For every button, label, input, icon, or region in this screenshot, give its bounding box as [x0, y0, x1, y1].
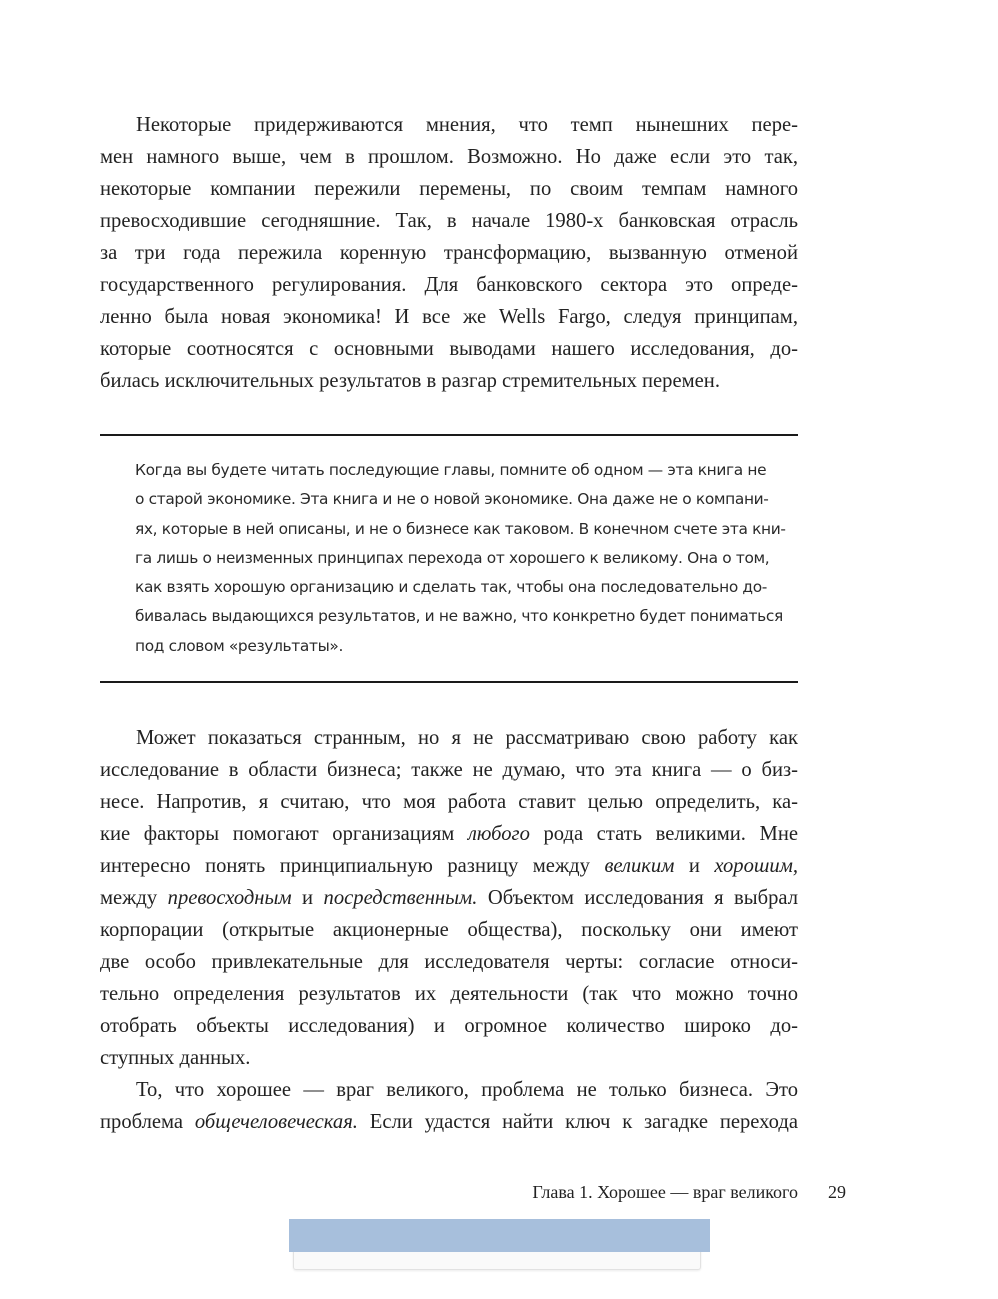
text-line — [100, 818, 798, 850]
text-run: Объектом исследования я выбрал — [477, 887, 798, 909]
text-line: две особо привлекательные для исследователя черты: согласие относи- — [100, 951, 798, 973]
paragraph-research-scope — [100, 722, 798, 1138]
text-run: Если удастся найти ключ к загадке перехода — [357, 1111, 798, 1133]
italic-run: любого — [467, 823, 530, 845]
text-run: между — [100, 887, 168, 909]
text-line: То, что хорошее — враг великого, проблема не только бизнеса. Это — [136, 1079, 798, 1101]
italic-run: великим — [604, 855, 675, 877]
text-line: Некоторые придерживаются мнения, что темп нынешних пере- — [136, 114, 798, 136]
text-run: и — [674, 855, 715, 877]
text-line: мен намного выше, чем в прошлом. Возможно. Но даже если это так, — [100, 146, 798, 168]
text-line: которые соотносятся с основными выводами нашего исследования, до- — [100, 338, 798, 360]
text-line: превосходившие сегодняшние. Так, в начале 1980-х банковская отрасль — [100, 210, 798, 232]
text-line: тельно определения результатов их деятельности (так что можно точно — [100, 983, 798, 1005]
callout-line: га лишь о неизменных принципах перехода от хорошего к великому. Она о том, — [135, 548, 770, 567]
text-run: рода стать великими. Мне — [529, 823, 798, 845]
text-line — [100, 850, 798, 882]
italic-run: посредственным. — [323, 887, 478, 909]
running-footer-chapter: Глава 1. Хорошее — враг великого — [532, 1182, 798, 1202]
text-line: ступных данных. — [100, 1047, 251, 1069]
italic-run: общечеловеческая. — [194, 1111, 358, 1133]
page-number: 29 — [828, 1182, 846, 1202]
text-line: за три года пережила коренную трансформацию, вызванную отменой — [100, 242, 798, 264]
text-run: интересно понять принципиальную разницу между — [100, 855, 605, 877]
callout-line: Когда вы будете читать последующие главы, помните об одном — эта книга не — [135, 461, 767, 479]
text-line: несе. Напротив, я считаю, что моя работа ставит целью определить, ка- — [100, 791, 798, 813]
text-line — [100, 1106, 798, 1138]
text-line: билась исключительных результатов в разгар стремительных перемен. — [100, 370, 720, 392]
text-line: исследование в области бизнеса; также не думаю, что эта книга — о биз- — [100, 759, 798, 781]
text-line: Может показаться странным, но я не рассматриваю свою работу как — [136, 727, 798, 749]
text-run: кие факторы помогают организациям — [100, 823, 468, 845]
callout-line: о старой экономике. Эта книга и не о новой экономике. Она даже не о компани- — [135, 490, 769, 509]
callout-box — [135, 456, 786, 661]
paragraph-bank-example — [100, 109, 798, 397]
callout-top-rule — [100, 434, 798, 436]
text-line: ленно была новая экономика! И все же Wells Fargo, следуя принципам, — [100, 306, 798, 328]
promo-banner-bar — [289, 1219, 710, 1252]
italic-run: хорошим, — [714, 855, 798, 877]
text-line: государственного регулирования. Для банковского сектора это опреде- — [100, 274, 798, 296]
callout-line: бивалась выдающихся результатов, и не важно, что конкретно будет пониматься — [135, 607, 783, 626]
text-line — [100, 882, 798, 914]
callout-bottom-rule — [100, 681, 798, 683]
callout-line: под словом «результаты». — [135, 636, 343, 655]
text-run: проблема — [100, 1111, 195, 1133]
text-line: корпорации (открытые акционерные общества), поскольку они имеют — [100, 919, 798, 941]
callout-line: как взять хорошую организацию и сделать так, чтобы она последовательно до- — [135, 578, 767, 597]
callout-line: ях, которые в ней описаны, и не о бизнесе как таковом. В конечном счете эта кни- — [135, 519, 786, 538]
italic-run: превосходным — [167, 887, 292, 909]
text-run: и — [291, 887, 324, 909]
text-line: отобрать объекты исследования) и огромное количество широко до- — [100, 1015, 798, 1037]
text-line: некоторые компании пережили перемены, по своим темпам намного — [100, 178, 798, 200]
